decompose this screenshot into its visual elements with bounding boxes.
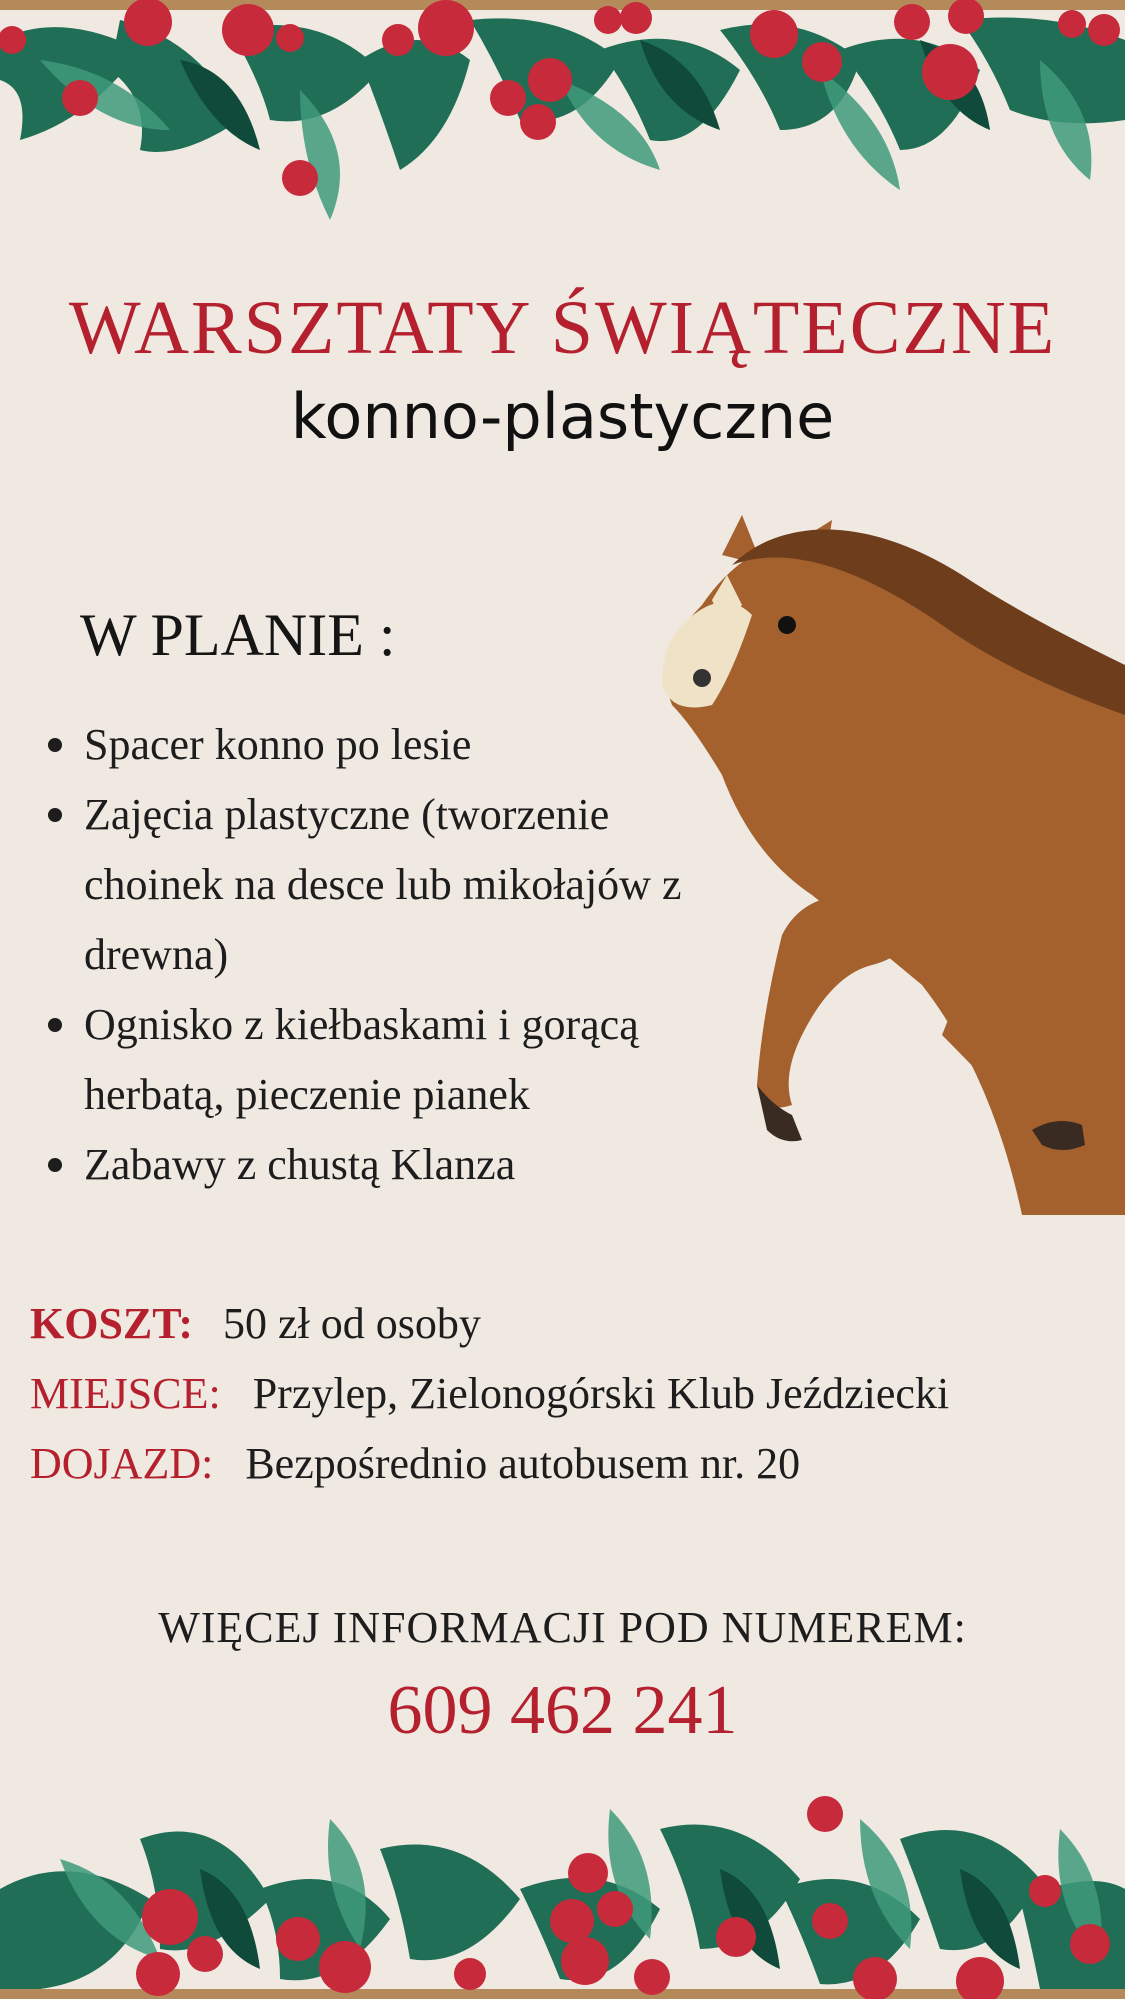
travel-row (30, 1439, 801, 1488)
horse-illustration (662, 515, 1125, 1215)
bullet-icon (48, 1018, 62, 1032)
bullet-icon (48, 1158, 62, 1172)
poster-subtitle: konno-plastyczne (290, 380, 835, 453)
list-item-text: Ognisko z kiełbaskami i gorącą herbatą, pieczenie pianek (84, 1000, 639, 1119)
list-item (42, 710, 682, 780)
list-item (42, 1130, 682, 1200)
list-item (42, 780, 682, 990)
travel-value: Bezpośrednio autobusem nr. 20 (245, 1439, 801, 1488)
list-item-text: Spacer konno po lesie (84, 720, 472, 769)
holly-garland-top (0, 0, 1125, 250)
bullet-icon (48, 808, 62, 822)
cost-label: KOSZT: (30, 1299, 194, 1348)
phone-number: 609 462 241 (387, 1672, 738, 1749)
poster-title: WARSZTATY ŚWIĄTECZNE (68, 286, 1057, 370)
place-row (30, 1369, 950, 1418)
plan-heading: W PLANIE : (80, 602, 396, 668)
more-info-text: WIĘCEJ INFORMACJI POD NUMEREM: (158, 1603, 967, 1652)
list-item-text: Zabawy z chustą Klanza (84, 1140, 516, 1189)
cost-row (30, 1299, 481, 1348)
list-item-text: Zajęcia plastyczne (tworzenie choinek na desce lub mikołajów z drewna) (84, 790, 682, 979)
cost-value: 50 zł od osoby (223, 1299, 481, 1348)
place-label: MIEJSCE: (30, 1369, 221, 1418)
holly-garland-bottom (0, 1749, 1125, 1999)
plan-list (42, 710, 682, 1200)
bullet-icon (48, 738, 62, 752)
list-item (42, 990, 682, 1130)
place-value: Przylep, Zielonogórski Klub Jeździecki (252, 1369, 950, 1418)
travel-label: DOJAZD: (30, 1439, 214, 1488)
